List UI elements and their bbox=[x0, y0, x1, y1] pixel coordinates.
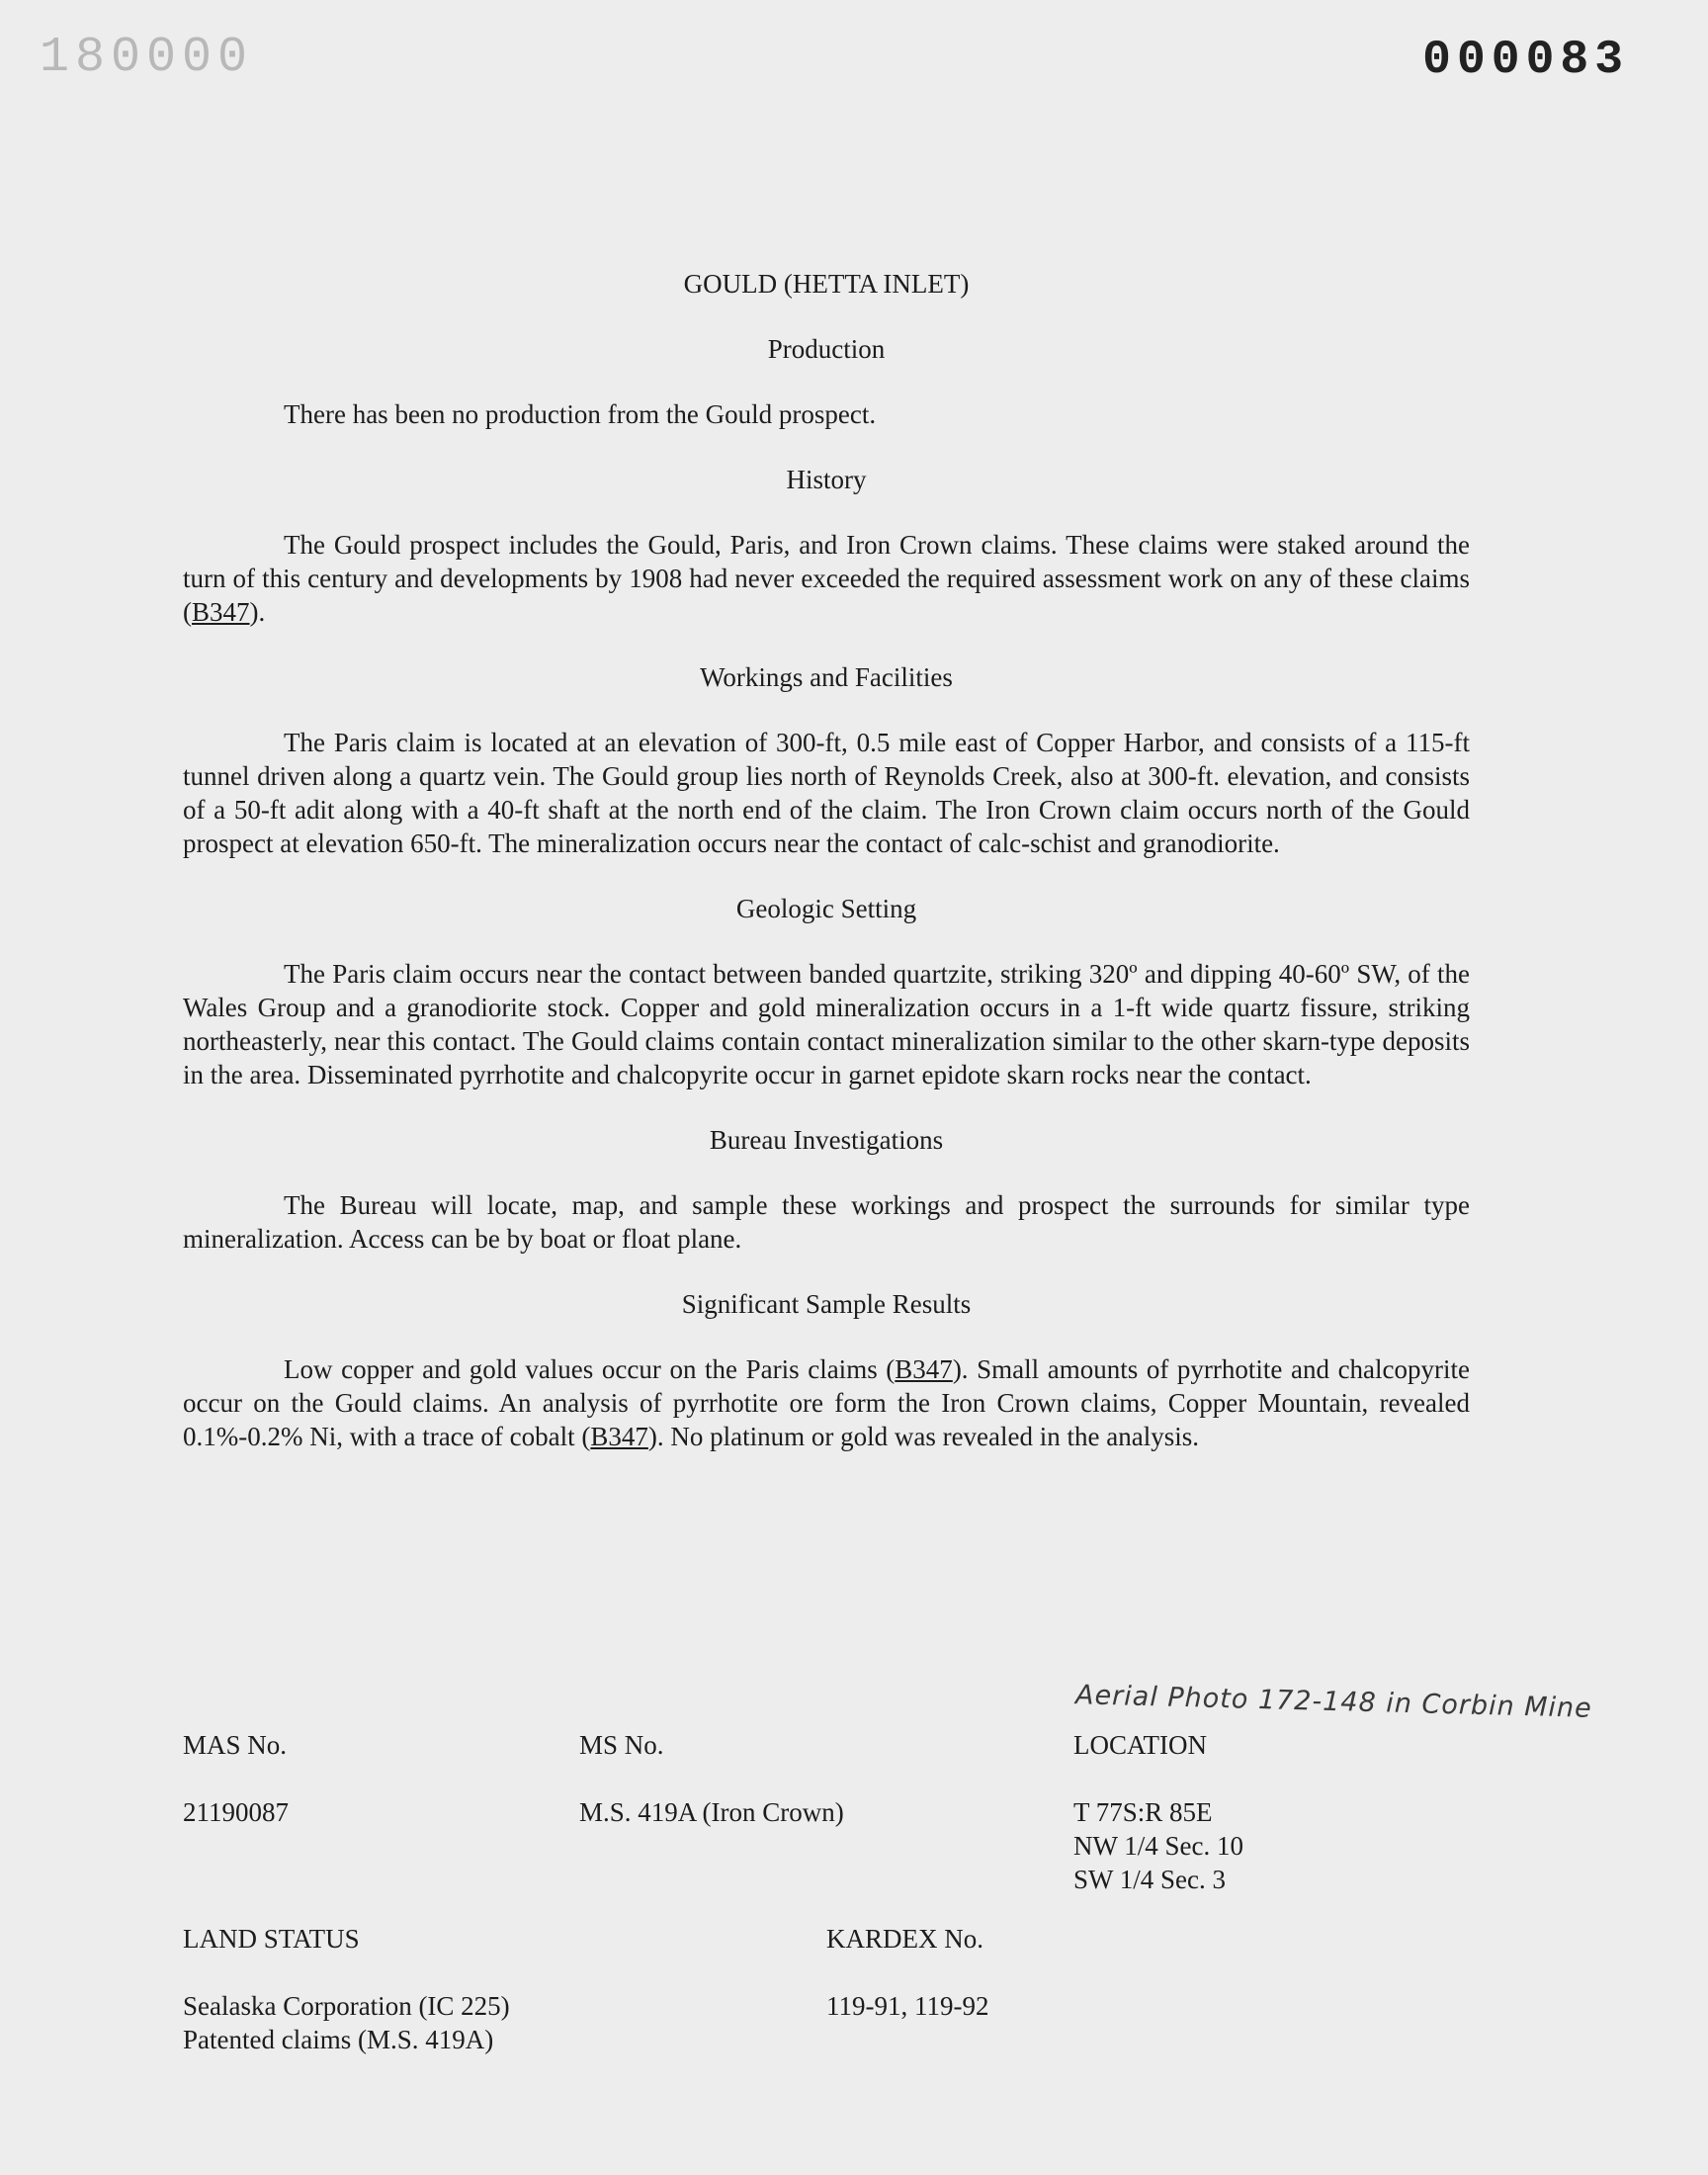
location-line: NW 1/4 Sec. 10 bbox=[1073, 1831, 1243, 1861]
bureau-heading: Bureau Investigations bbox=[709, 1125, 944, 1155]
kardex-label: KARDEX No. bbox=[826, 1924, 983, 1954]
land-status-block bbox=[183, 1922, 510, 2056]
mas-block bbox=[183, 1728, 289, 1829]
location-label: LOCATION bbox=[1073, 1730, 1207, 1760]
samples-paragraph bbox=[183, 1352, 1470, 1453]
mas-label: MAS No. bbox=[183, 1730, 288, 1760]
ms-block bbox=[579, 1728, 844, 1829]
history-heading: History bbox=[786, 465, 867, 494]
document-title: GOULD (HETTA INLET) bbox=[683, 269, 970, 299]
workings-paragraph: The Paris claim is located at an elevation of 300-ft, 0.5 mile east of Copper Harbor, and consists of a 115-ft tunnel driven along a quartz vein. The Gould group lies north of Reynolds Creek, also at 300-ft. elevation, and consists of a 50-ft adit along with a 40-ft shaft at the north end of the claim. The Iron Crown claim occurs north of the Gould prospect at elevation 650-ft. The mineralization occurs near the contact of calc-schist and granodiorite. bbox=[183, 728, 1470, 858]
history-text-1: The Gould prospect includes the Gould, Paris, and Iron Crown claims. These claims were staked around the turn of this century and developments by 1908 had never exceeded the required assessment work on any of these claims ( bbox=[183, 530, 1470, 627]
location-line: T 77S:R 85E bbox=[1073, 1797, 1213, 1827]
samples-text-1: Low copper and gold values occur on the Paris claims ( bbox=[284, 1354, 896, 1384]
land-status-label: LAND STATUS bbox=[183, 1924, 360, 1954]
land-status-line: Sealaska Corporation (IC 225) bbox=[183, 1991, 510, 2021]
ms-label: MS No. bbox=[579, 1730, 664, 1760]
bureau-paragraph: The Bureau will locate, map, and sample these workings and prospect the surrounds for similar type mineralization. Access can be by boat or float plane. bbox=[183, 1190, 1470, 1254]
handwritten-note: Aerial Photo 172-148 in Corbin Mine bbox=[1074, 1680, 1593, 1724]
kardex-block bbox=[826, 1922, 988, 2023]
faded-page-number: 180000 bbox=[40, 30, 254, 86]
production-paragraph: There has been no production from the Gould prospect. bbox=[284, 399, 877, 429]
page-number: 000083 bbox=[1422, 34, 1629, 87]
location-line: SW 1/4 Sec. 3 bbox=[1073, 1865, 1226, 1894]
mas-value: 21190087 bbox=[183, 1797, 289, 1827]
kardex-value: 119-91, 119-92 bbox=[826, 1991, 989, 2021]
reference-b347: B347 bbox=[895, 1354, 953, 1384]
history-text-2: ). bbox=[249, 597, 266, 627]
samples-heading: Significant Sample Results bbox=[681, 1289, 972, 1319]
location-block bbox=[1073, 1728, 1243, 1896]
samples-text-2: ). Small amounts of pyrrhotite and chalcopyrite occur on the Gould claims. An analysis of pyrrhotite ore form the Iron Crown claims, Copper Mountain, revealed 0.1%-0.2% Ni, with a trace of cobalt ( bbox=[183, 1354, 1471, 1451]
production-heading: Production bbox=[767, 334, 886, 364]
document-body bbox=[183, 267, 1470, 1485]
ms-value: M.S. 419A (Iron Crown) bbox=[579, 1797, 844, 1827]
workings-heading: Workings and Facilities bbox=[700, 662, 953, 692]
history-paragraph bbox=[183, 528, 1470, 629]
geologic-paragraph: The Paris claim occurs near the contact between banded quartzite, striking 320º and dipping 40-60º SW, of the Wales Group and a granodiorite stock. Copper and gold mineralization occurs in a 1-ft wide quartz fissure, striking northeasterly, near this contact. The Gould claims contain contact mineralization similar to the other skarn-type deposits in the area. Disseminated pyrrhotite and chalcopyrite occur in garnet epidote skarn rocks near the contact. bbox=[183, 959, 1470, 1089]
reference-b347: B347 bbox=[192, 597, 250, 627]
reference-b347: B347 bbox=[590, 1422, 648, 1451]
samples-text-3: ). No platinum or gold was revealed in the analysis. bbox=[647, 1422, 1199, 1451]
land-status-line: Patented claims (M.S. 419A) bbox=[183, 2025, 494, 2054]
geologic-heading: Geologic Setting bbox=[735, 894, 917, 923]
